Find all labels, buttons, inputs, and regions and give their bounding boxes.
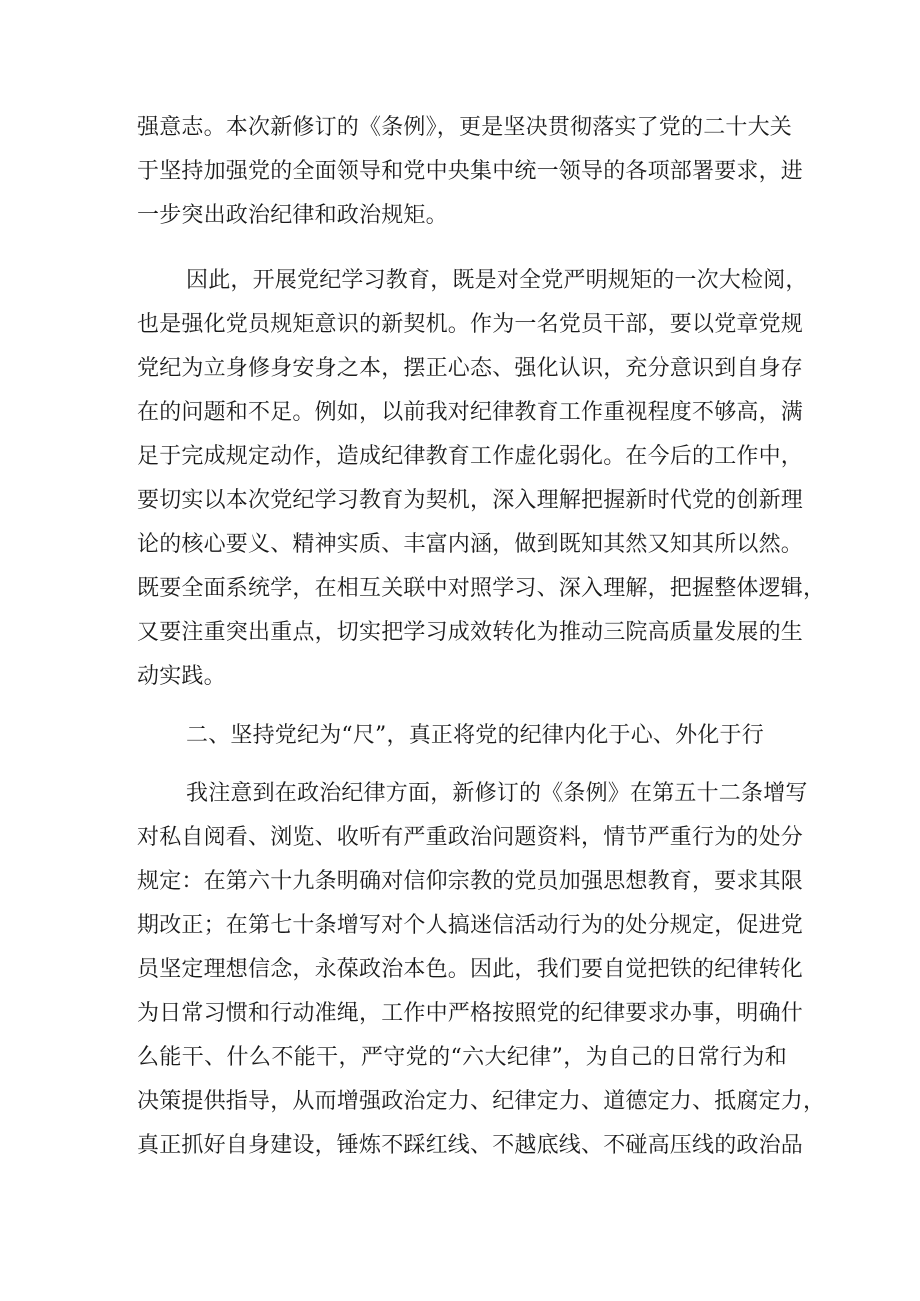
paragraph-3-line-5: 员坚定理想信念，永葆政治本色。因此，我们要自觉把铁的纪律转化 [137,957,804,982]
paragraph-2-line-10: 动实践。 [137,664,226,689]
paragraph-3-line-9: 真正抓好自身建设，锤炼不踩红线、不越底线、不碰高压线的政治品 [137,1133,804,1158]
paragraph-2-line-2: 也是强化党员规矩意识的新契机。作为一名党员干部，要以党章党规 [137,312,804,337]
paragraph-2-line-5: 足于完成规定动作，造成纪律教育工作虚化弱化。在今后的工作中， [137,444,804,469]
paragraph-2-line-4: 在的问题和不足。例如，以前我对纪律教育工作重视程度不够高，满 [137,400,804,425]
paragraph-3-line-3: 规定：在第六十九条明确对信仰宗教的党员加强思想教育，要求其限 [137,869,804,894]
paragraph-3-line-6: 为日常习惯和行动准绳，工作中严格按照党的纪律要求办事，明确什 [137,1001,804,1026]
paragraph-3-line-2: 对私自阅看、浏览、收听有严重政治问题资料，情节严重行为的处分 [137,825,804,850]
section-heading: 二、坚持党纪为“尺”，真正将党的纪律内化于心、外化于行 [186,723,764,748]
paragraph-3-line-1: 我注意到在政治纪律方面，新修订的《条例》在第五十二条增写 [186,781,808,806]
paragraph-1-line-1: 强意志。本次新修订的《条例》，更是坚决贯彻落实了党的二十大关 [137,115,793,140]
paragraph-2-line-8: 既要全面系统学，在相互关联中对照学习、深入理解，把握整体逻辑， [137,576,826,601]
paragraph-2-line-3: 党纪为立身修身安身之本，摆正心态、强化认识，充分意识到自身存 [137,356,804,381]
paragraph-3-line-7: 么能干、什么不能干，严守党的“六大纪律”，为自己的日常行为和 [137,1045,787,1070]
paragraph-2-line-7: 论的核心要义、精神实质、丰富内涵，做到既知其然又知其所以然。 [137,532,804,557]
paragraph-2-line-6: 要切实以本次党纪学习教育为契机，深入理解把握新时代党的创新理 [137,488,804,513]
paragraph-3-line-4: 期改正；在第七十条增写对个人搞迷信活动行为的处分规定，促进党 [137,913,804,938]
paragraph-2-line-9: 又要注重突出重点，切实把学习成效转化为推动三院高质量发展的生 [137,620,804,645]
paragraph-3-line-8: 决策提供指导，从而增强政治定力、纪律定力、道德定力、抵腐定力， [137,1089,826,1114]
paragraph-2-line-1: 因此，开展党纪学习教育，既是对全党严明规矩的一次大检阅， [186,268,808,293]
paragraph-1-line-2: 于坚持加强党的全面领导和党中央集中统一领导的各项部署要求，进 [137,159,804,184]
paragraph-1-line-3: 一步突出政治纪律和政治规矩。 [137,203,448,228]
